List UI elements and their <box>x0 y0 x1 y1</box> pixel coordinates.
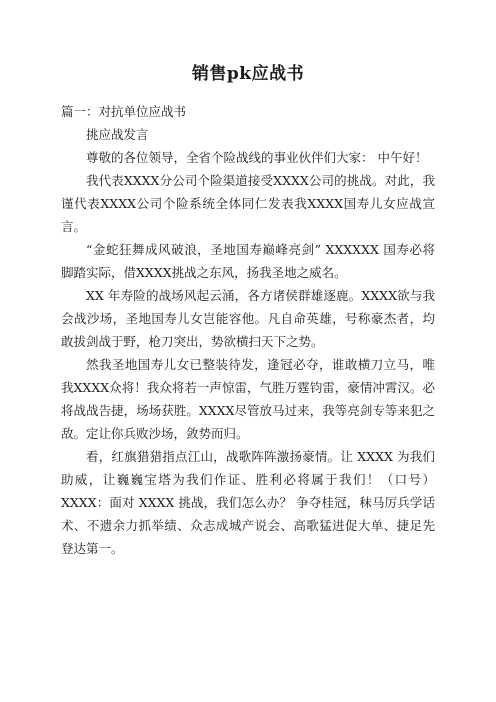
section-heading: 篇一：对抗单位应战书 <box>61 104 187 119</box>
document-body <box>61 100 435 560</box>
paragraph-acceptance: 我代表XXXX分公司个险渠道接受XXXX公司的挑战。对此，我谨代表XXXX公司个险系统全体同仁发表我XXXX国寿儿女应战宣言。 <box>61 173 435 234</box>
paragraph-battlefield: XX 年寿险的战场风起云涌，各方诸侯群雄逐鹿。XXXX欲与我会战沙场，圣地国寿儿女岂能容他。凡自命英雄，号称豪杰者，均敢拔剑战于野，枪刀突出，势欲横扫天下之势。 <box>61 288 435 349</box>
paragraph-ready: 然我圣地国寿儿女已整装待发，逢冠必夺，谁敢横刀立马，唯我XXXX众将！我众将若一声惊雷，气胜万霆钧雷，豪情冲霄汉。必将战战告捷，场场获胜。XXXX尽管放马过来，我等亮剑专等来犯之敌。定让你兵败沙场，敛势而归。 <box>61 357 435 441</box>
subheading: 挑应战发言 <box>86 127 149 142</box>
paragraph-rally: 看，红旗猎猎指点江山，战歌阵阵激扬豪情。让 XXXX 为我们助威，让巍巍宝塔为我们作证、胜利必将属于我们！（口号）XXXX：面对 XXXX 挑战，我们怎么办？ 争夺桂冠，秣马厉兵学话术、不遗余力抓举绩、众志成城产说会、高歌猛进促大单、捷足先登达第一。 <box>61 449 435 556</box>
paragraph-greeting: 尊敬的各位领导，全省个险战线的事业伙伴们大家： 中午好！ <box>86 150 428 165</box>
paragraph-slogan: “金蛇狂舞成风破浪，圣地国寿巅峰亮剑” XXXXXX 国寿必将脚踏实际，借XXXX挑战之东风，扬我圣地之威名。 <box>61 242 435 280</box>
document-title: 销售pk应战书 <box>191 64 305 84</box>
